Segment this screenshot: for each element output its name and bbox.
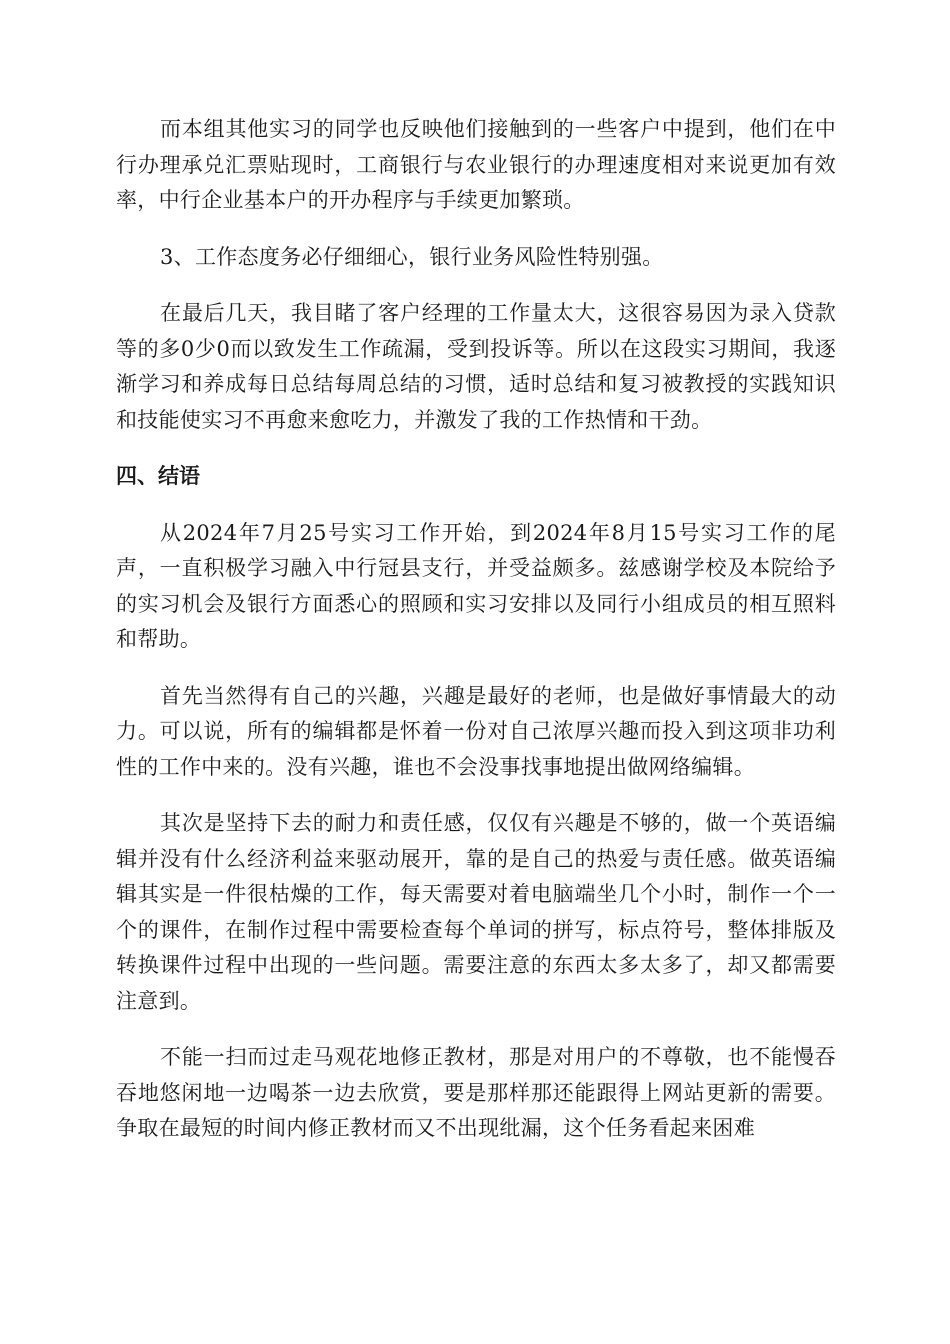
paragraph: 其次是坚持下去的耐力和责任感，仅仅有兴趣是不够的，做一个英语编辑并没有什么经济利益来驱动展开，靠的是自己的热爱与责任感。做英语编辑其实是一件很枯燥的工作，每天需要对着电脑端坐几个小时，制作一个一个的课件，在制作过程中需要检查每个单词的拼写，标点符号，整体排版及转换课件过程中出现的一些问题。需要注意的东西太多太多了，却又都需要注意到。: [116, 811, 836, 1013]
paragraph: 3、工作态度务必仔细细心，银行业务风险性特别强。: [160, 244, 664, 269]
paragraph: 首先当然得有自己的兴趣，兴趣是最好的老师，也是做好事情最大的动力。可以说，所有的编辑都是怀着一份对自己浓厚兴趣而投入到这项非功利性的工作中来的。没有兴趣，谁也不会没事找事地提出做网络编辑。: [116, 683, 836, 779]
paragraph: 在最后几天，我目睹了客户经理的工作量太大，这很容易因为录入贷款等的多0少0而以致发生工作疏漏，受到投诉等。所以在这段实习期间，我逐渐学习和养成每日总结每周总结的习惯，适时总结和复习被教授的实践知识和技能使实习不再愈来愈吃力，并激发了我的工作热情和干劲。: [116, 301, 836, 432]
paragraph: 而本组其他实习的同学也反映他们接触到的一些客户中提到，他们在中行办理承兑汇票贴现时，工商银行与农业银行的办理速度相对来说更加有效率，中行企业基本户的开办程序与手续更加繁琐。: [116, 117, 836, 212]
paragraph: 从2024年7月25号实习工作开始，到2024年8月15号实习工作的尾声，一直积极学习融入中行冠县支行，并受益颇多。兹感谢学校及本院给予的实习机会及银行方面悉心的照顾和实习安排以及同行小组成员的相互照料和帮助。: [116, 520, 836, 651]
document-page: [116, 112, 836, 1168]
section-heading: 四、结语: [116, 464, 200, 488]
paragraph: 不能一扫而过走马观花地修正教材，那是对用户的不尊敬，也不能慢吞吞地悠闲地一边喝茶一边去欣赏，要是那样那还能跟得上网站更新的需要。争取在最短的时间内修正教材而又不出现纰漏，这个任务看起来困难: [116, 1045, 836, 1140]
